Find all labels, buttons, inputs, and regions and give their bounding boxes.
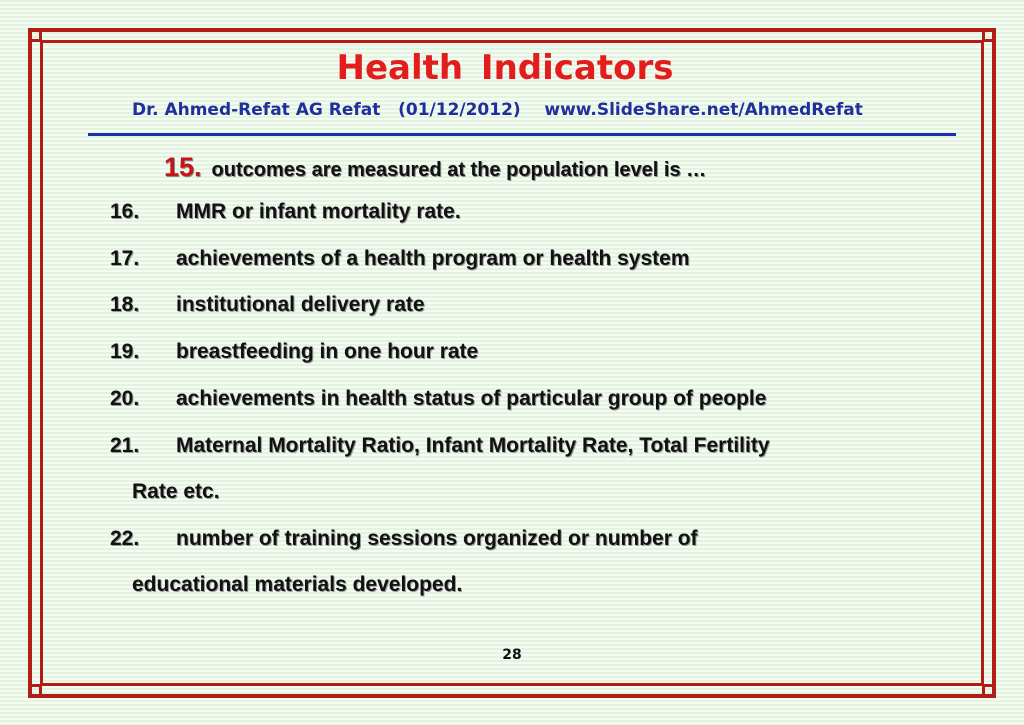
list-item — [110, 293, 425, 317]
title-divider — [88, 133, 956, 136]
list-item-text: MMR or infant mortality rate. — [176, 200, 461, 223]
page-number: 28 — [502, 647, 522, 663]
list-item-number: 20. — [110, 387, 140, 410]
list-item-text: institutional delivery rate — [176, 293, 425, 316]
slide-subtitle: Dr. Ahmed-Refat AG Refat (01/12/2012) www.SlideShare.net/AhmedRefat — [132, 100, 863, 120]
list-item — [110, 434, 770, 458]
list-item-number: 21. — [110, 434, 140, 457]
question-number: 15. — [164, 152, 202, 182]
list-item — [110, 527, 698, 551]
list-item-text: breastfeeding in one hour rate — [176, 340, 479, 363]
slide-title: Health Indicators — [336, 48, 674, 88]
list-item-number: 19. — [110, 340, 140, 363]
list-item-number: 22. — [110, 527, 140, 550]
list-item-number: 17. — [110, 247, 140, 270]
list-item-text: Maternal Mortality Ratio, Infant Mortality Rate, Total Fertility — [176, 434, 770, 457]
list-item-number: 16. — [110, 200, 140, 223]
list-item-text: achievements of a health program or health system — [176, 247, 690, 270]
list-item — [110, 247, 690, 271]
list-item-continuation: educational materials developed. — [132, 573, 463, 596]
list-item — [110, 387, 766, 411]
list-item — [110, 200, 461, 224]
question-text: outcomes are measured at the population level is … — [211, 159, 707, 181]
frame-corner-bottom-left — [28, 684, 42, 698]
frame-corner-top-left — [28, 28, 42, 42]
frame-corner-bottom-right — [982, 684, 996, 698]
list-item-text: number of training sessions organized or number of — [176, 527, 698, 550]
list-item-text: achievements in health status of particular group of people — [176, 387, 767, 410]
frame-corner-top-right — [982, 28, 996, 42]
list-item-continuation: Rate etc. — [132, 480, 220, 503]
list-item — [110, 340, 478, 364]
question-line — [164, 152, 706, 183]
list-item-number: 18. — [110, 293, 140, 316]
